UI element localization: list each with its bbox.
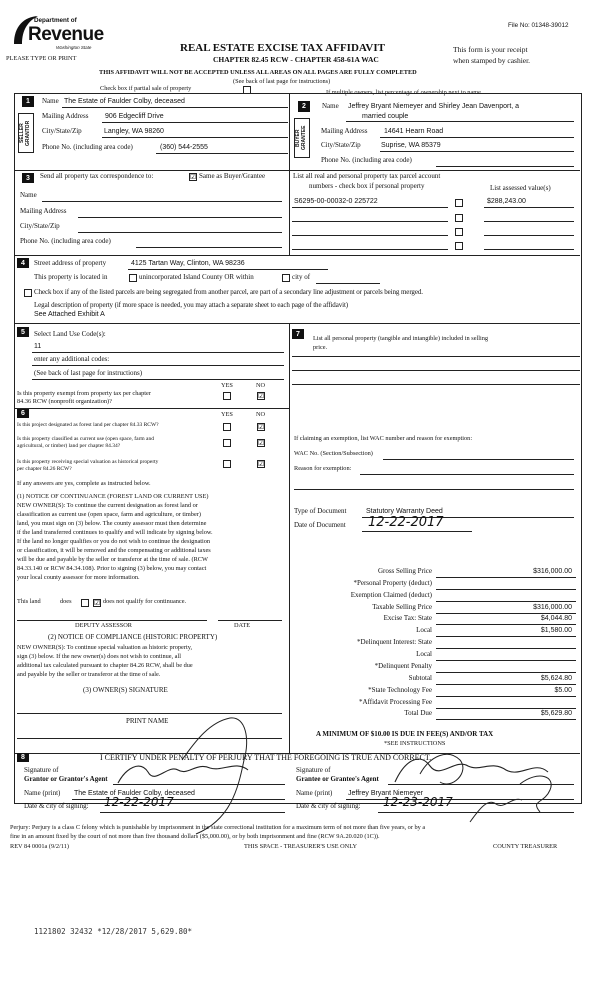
exempt-question-2: 84.36 RCW (nonprofit organization)? <box>17 398 112 405</box>
legal-description-value[interactable]: See Attached Exhibit A <box>34 311 105 318</box>
notice-2-title: (2) NOTICE OF COMPLIANCE (HISTORIC PROPERTY) <box>48 633 218 641</box>
notice-1-line-7: will be due and payable by the seller or transferor at the time of sale. (RCW <box>17 556 208 563</box>
certification-statement: I CERTIFY UNDER PENALTY OF PERJURY THAT THE FOREGOING IS TRUE AND CORRECT. <box>100 753 432 762</box>
exempt-yes-checkbox[interactable] <box>223 392 231 400</box>
partial-sale-label: Check box if partial sale of property <box>100 85 192 92</box>
unincorporated-checkbox[interactable] <box>129 274 137 282</box>
corr-city-label: City/State/Zip <box>20 222 60 230</box>
if-yes-note: If any answers are yes, complete as instructed below. <box>17 480 151 487</box>
print-name-label: PRINT NAME <box>126 717 169 725</box>
exemption-reason-label: Reason for exemption: <box>294 465 352 472</box>
document-date[interactable]: 12-22-2017 <box>368 515 444 530</box>
receipt-note-1: This form is your receipt <box>453 45 528 54</box>
section-4-number: 4 <box>17 258 29 268</box>
grantor-name[interactable]: The Estate of Faulder Colby, deceased <box>74 790 195 797</box>
located-label: This property is located in <box>34 273 108 281</box>
grantor-name-label: Name (print) <box>24 789 61 797</box>
segregated-label: Check box if any of the listed parcels are being segregated from another parcel, are part of a secondary line adjustment or parcels being merged. <box>34 288 423 296</box>
within-city-checkbox[interactable] <box>282 274 290 282</box>
assessed-value-1[interactable]: $288,243.00 <box>487 198 526 205</box>
historic-yes-checkbox[interactable] <box>223 460 231 468</box>
grantee-name-label: Name (print) <box>296 789 333 797</box>
send-correspondence-label: Send all property tax correspondence to: <box>40 172 154 180</box>
personal-property-label: List all personal property (tangible and intangible) included in selling <box>313 335 489 342</box>
section-5-number: 5 <box>17 327 29 337</box>
parcel-number-1[interactable]: S6295-00-00032-0 225722 <box>294 198 378 205</box>
does-not-label: does not qualify for continuance. <box>103 598 187 605</box>
section-2-number: 2 <box>298 101 310 112</box>
notice-1-line-0: (1) NOTICE OF CONTINUANCE (FOREST LAND OR CURRENT USE) <box>17 493 209 500</box>
buyer-address[interactable]: 14641 Hearn Road <box>384 128 444 135</box>
form-subtitle: CHAPTER 82.45 RCW - CHAPTER 458-61A WAC <box>213 55 379 64</box>
buyer-name-label: Name <box>322 102 339 110</box>
tax-label-4: Excise Tax: State <box>383 614 432 622</box>
notice-2-line-0: NEW OWNER(S): To continue special valuation as historic property, <box>17 644 193 651</box>
forest-land-question: Is this project designated as forest land per chapter 84.33 RCW? <box>17 422 159 428</box>
street-address-label: Street address of property <box>34 259 107 267</box>
tax-value-5[interactable]: $1,580.00 <box>540 627 572 634</box>
forest-yes-checkbox[interactable] <box>223 423 231 431</box>
tax-label-7: Local <box>416 650 432 658</box>
section-8-number: 8 <box>17 753 29 762</box>
assessed-value-header: List assessed value(s) <box>490 184 551 192</box>
seller-city[interactable]: Langley, WA 98260 <box>104 128 164 135</box>
grantor-date-label: Date & city of signing: <box>24 802 89 810</box>
acceptance-warning: THIS AFFIDAVIT WILL NOT BE ACCEPTED UNLESS ALL AREAS ON ALL PAGES ARE FULLY COMPLETED <box>99 69 417 76</box>
section-7-number: 7 <box>292 329 304 339</box>
section-3-number: 3 <box>22 173 34 183</box>
does-label: does <box>60 598 72 605</box>
tax-label-5: Local <box>416 626 432 634</box>
current-use-question-1: Is this property classified as current use (open space, farm and <box>17 436 154 442</box>
deputy-assessor-label: DEPUTY ASSESSOR <box>75 622 132 629</box>
file-number: File No: 01348-39012 <box>508 22 569 29</box>
see-back-note: (See back of last page for instructions) <box>233 78 331 85</box>
owner-signature-label: (3) OWNER(S) SIGNATURE <box>83 686 168 694</box>
parcel-header-2: numbers - check box if personal property <box>309 182 425 190</box>
legal-description-label: Legal description of property (if more space is needed, you may attach a separate sheet to each page of the affidavit) <box>34 301 349 309</box>
land-use-see-back: (See back of last page for instructions) <box>34 369 143 377</box>
seller-name[interactable]: The Estate of Faulder Colby, deceased <box>64 98 185 105</box>
forest-no-checkbox[interactable]: ☑ <box>258 423 265 431</box>
notice-1-line-2: classification as current use (open space, farm and agriculture, or timber) <box>17 511 201 518</box>
section-1-number: 1 <box>22 96 34 107</box>
s6-no-header: NO <box>256 411 266 418</box>
price-label: price. <box>313 344 328 351</box>
grantee-date[interactable]: 12-23-2017 <box>383 795 453 809</box>
tax-label-9: Subtotal <box>408 674 432 682</box>
county-treasurer: COUNTY TREASURER <box>493 843 558 850</box>
assessor-date-label: DATE <box>234 622 251 629</box>
segregated-checkbox[interactable] <box>24 289 32 297</box>
tax-label-11: *Affidavit Processing Fee <box>359 698 432 706</box>
buyer-name-line2[interactable]: married couple <box>362 113 409 120</box>
notice-1-line-3: land, you must sign on (3) below. The county assessor must then determine <box>17 520 207 527</box>
current-use-question-2: agricultural, or timber) land per chapter 84.34? <box>17 443 121 449</box>
logo-name: Revenue <box>28 24 104 45</box>
wac-number-label: WAC No. (Section/Subsection) <box>294 450 373 457</box>
tax-label-10: *State Technology Fee <box>368 686 432 694</box>
multiple-owners-note: If multiple owners, list percentage of ownership next to name. <box>326 89 483 96</box>
same-as-buyer-label: Same as Buyer/Grantee <box>199 172 266 180</box>
personal-property-checkbox-1[interactable] <box>455 199 463 207</box>
notice-1-line-6: or classification, it will be removed and the compensating or additional taxes <box>17 547 211 554</box>
notice-2-line-3: and payable by the seller or transferor at the time of sale. <box>17 671 161 678</box>
notice-1-line-4: if the land transferred continues to qualify and will indicate by signing below. <box>17 529 213 536</box>
document-date-label: Date of Document <box>294 521 346 529</box>
tax-value-9[interactable]: $5,624.80 <box>540 675 572 682</box>
grantor-agent-label: Grantor or Grantor's Agent <box>24 775 108 783</box>
s5-no-header: NO <box>256 382 266 389</box>
perjury-line-1: fine in an amount fixed by the court of not more than five thousand dollars ($5,000.00), or by both imprisonment and fine (RCW 9A.20.020 (1C)). <box>10 833 380 840</box>
tax-value-4[interactable]: $4,044.80 <box>540 615 572 622</box>
grantee-name[interactable]: Jeffrey Bryant Niemeyer <box>348 790 423 797</box>
perjury-line-0: Perjury: Perjury is a class C felony which is punishable by imprisonment in the state correctional institution for a maximum term of not more than five years, or by a <box>10 824 426 831</box>
tax-label-1: *Personal Property (deduct) <box>353 579 432 587</box>
s5-yes-header: YES <box>221 382 233 389</box>
tax-label-2: Exemption Claimed (deduct) <box>350 591 432 599</box>
historic-question-2: per chapter 84.26 RCW? <box>17 466 72 472</box>
seller-city-label: City/State/Zip <box>42 127 82 135</box>
does-not-qualify-checkbox[interactable]: ☑ <box>94 599 101 607</box>
seller-address[interactable]: 906 Edgecliff Drive <box>105 113 164 120</box>
form-title: REAL ESTATE EXCISE TAX AFFIDAVIT <box>180 42 385 54</box>
city-of-label: city of <box>292 273 311 281</box>
additional-codes-label: enter any additional codes: <box>34 355 110 363</box>
logo-state: Washington State <box>56 45 92 50</box>
revenue-logo <box>10 14 120 54</box>
buyer-grantee-tag: BUYER GRANTEE <box>294 118 310 158</box>
grantor-date[interactable]: 12-22-2017 <box>104 795 174 809</box>
document-type[interactable]: Statutory Warranty Deed <box>366 508 443 515</box>
street-address[interactable]: 4125 Tartan Way, Clinton, WA 98236 <box>131 260 245 267</box>
buyer-name-line1[interactable]: Jeffrey Bryant Niemeyer and Shirley Jean Davenport, a <box>348 103 520 110</box>
historic-question-1: Is this property receiving special valuation as historical property <box>17 459 159 465</box>
exemption-claim-label: If claiming an exemption, list WAC number and reason for exemption: <box>294 435 473 442</box>
tax-label-6: *Delinquent Interest: State <box>356 638 432 646</box>
minimum-fee-note: A MINIMUM OF $10.00 IS DUE IN FEE(S) AND/OR TAX <box>316 730 494 738</box>
buyer-city[interactable]: Suprise, WA 85379 <box>381 142 441 149</box>
exempt-no-checkbox[interactable]: ☑ <box>258 392 265 400</box>
seller-phone[interactable]: (360) 544-2555 <box>160 144 208 151</box>
seller-address-label: Mailing Address <box>42 112 89 120</box>
grantee-date-label: Date & city of signing: <box>296 802 361 810</box>
please-type: PLEASE TYPE OR PRINT <box>6 55 77 62</box>
tax-label-0: Gross Selling Price <box>377 567 432 575</box>
seller-name-label: Name <box>42 97 59 105</box>
buyer-city-label: City/State/Zip <box>321 141 361 149</box>
notice-1-line-9: your local county assessor for more information. <box>17 574 140 581</box>
exempt-question-1: Is this property exempt from property tax per chapter <box>17 390 151 397</box>
personal-property-checkbox-4[interactable] <box>455 242 463 250</box>
does-qualify-checkbox[interactable] <box>81 599 89 607</box>
tax-value-3[interactable]: $316,000.00 <box>533 604 572 611</box>
notice-1-line-5: If the land no longer qualifies or you do not wish to continue the designation <box>17 538 211 545</box>
grantor-signature-label: Signature of <box>24 766 59 774</box>
tax-value-12[interactable]: $5,629.80 <box>540 710 572 717</box>
treasurer-use-only: THIS SPACE - TREASURER'S USE ONLY <box>244 843 357 850</box>
tax-label-12: Total Due <box>404 709 432 717</box>
land-use-code[interactable]: 11 <box>34 343 42 350</box>
land-use-label: Select Land Use Code(s): <box>34 330 106 338</box>
tax-label-8: *Delinquent Penalty <box>374 662 432 670</box>
treasurer-stamp: 1121802 32432 *12/28/2017 5,629.80* <box>34 927 193 936</box>
tax-value-0[interactable]: $316,000.00 <box>533 568 572 575</box>
personal-property-checkbox-3[interactable] <box>455 228 463 236</box>
located-option-label: unincorporated Island County OR within <box>139 273 254 281</box>
buyer-phone-label: Phone No. (including area code) <box>321 156 412 164</box>
personal-property-checkbox-2[interactable] <box>455 214 463 222</box>
this-land-label: This land <box>17 598 41 605</box>
seller-grantor-tag: SELLER GRANTOR <box>18 113 34 153</box>
tax-value-10[interactable]: $5.00 <box>554 687 572 694</box>
same-as-buyer-checkbox[interactable]: ☑ <box>190 173 197 181</box>
notice-2-line-1: sign (3) below. If the new owner(s) does not wish to continue, all <box>17 653 181 660</box>
corr-address-label: Mailing Address <box>20 207 67 215</box>
notice-1-line-1: NEW OWNER(S): To continue the current designation as forest land or <box>17 502 198 509</box>
see-instructions-note: *SEE INSTRUCTIONS <box>384 740 446 747</box>
logo-dept: Department of <box>34 17 77 24</box>
notice-1-line-8: 84.33.140 or RCW 84.34.108). Prior to signing (3) below, you may contact <box>17 565 207 572</box>
parcel-header-1: List all real and personal property tax parcel account <box>293 172 441 180</box>
section-6-number: 6 <box>17 409 29 418</box>
grantee-agent-label: Grantee or Grantee's Agent <box>296 775 379 783</box>
corr-name-label: Name <box>20 191 37 199</box>
tax-label-3: Taxable Selling Price <box>372 603 432 611</box>
seller-phone-label: Phone No. (including area code) <box>42 143 133 151</box>
grantee-signature-label: Signature of <box>296 766 331 774</box>
receipt-note-2: when stamped by cashier. <box>453 56 531 65</box>
buyer-address-label: Mailing Address <box>321 127 368 135</box>
document-type-label: Type of Document <box>294 507 347 515</box>
corr-phone-label: Phone No. (including area code) <box>20 237 111 245</box>
historic-no-checkbox[interactable]: ☑ <box>258 460 265 468</box>
form-revision: REV 84 0001a (9/2/11) <box>10 843 69 850</box>
current-use-yes-checkbox[interactable] <box>223 439 231 447</box>
current-use-no-checkbox[interactable]: ☑ <box>258 439 265 447</box>
notice-2-line-2: additional tax calculated pursuant to chapter 84.26 RCW, shall be due <box>17 662 193 669</box>
s6-yes-header: YES <box>221 411 233 418</box>
